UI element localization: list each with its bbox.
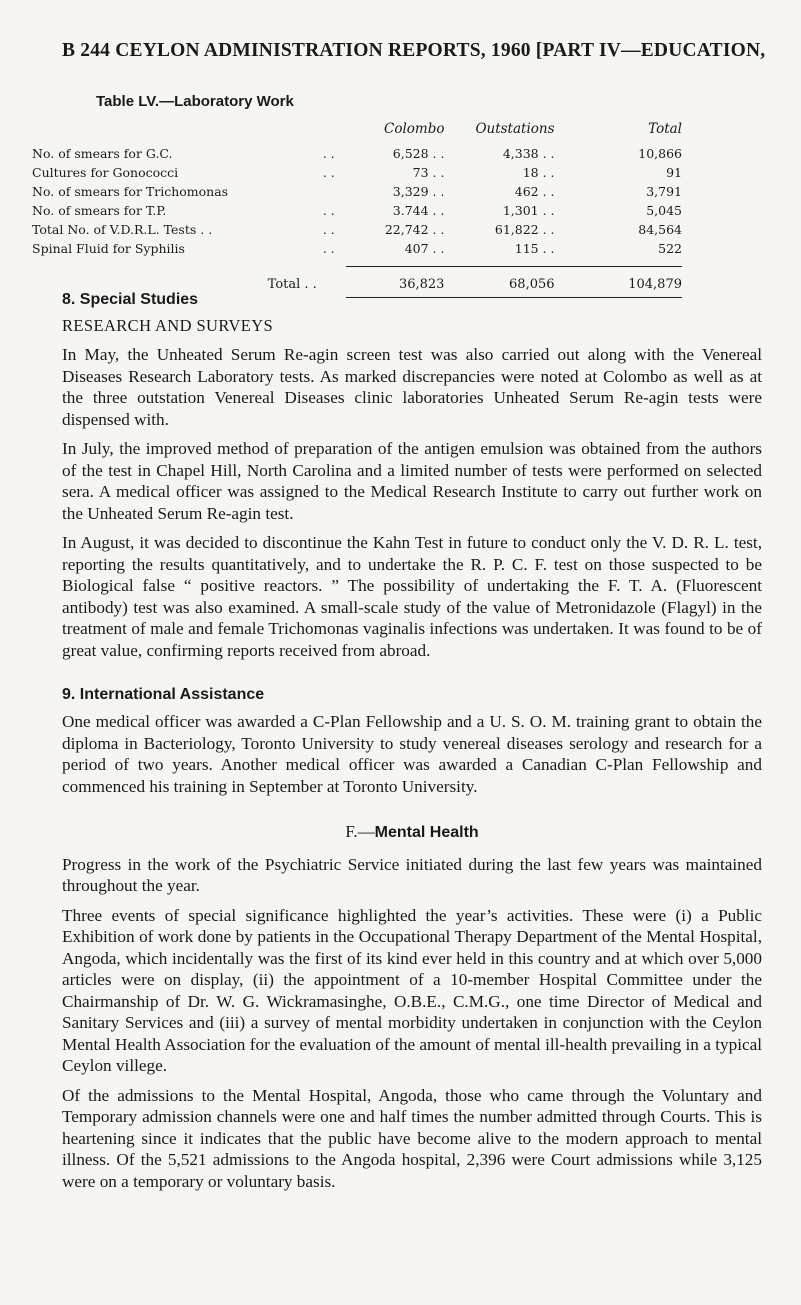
- cell-outstations: 4,338 . .: [502, 146, 555, 161]
- leader-dots: . .: [322, 146, 335, 161]
- leader-dots: . .: [322, 241, 335, 256]
- cell-colombo: 6,528 . .: [392, 146, 445, 161]
- row-label: Spinal Fluid for Syphilis: [32, 241, 185, 256]
- table-row: [32, 201, 682, 220]
- cell-outstations: 18 . .: [522, 165, 555, 180]
- cell-total: 10,866: [638, 146, 682, 161]
- row-label: Total No. of V.D.R.L. Tests . .: [32, 222, 213, 237]
- row-label: No. of smears for G.C.: [32, 146, 173, 161]
- total-total: 104,879: [555, 267, 682, 298]
- table-row: [32, 220, 682, 239]
- column-header-outstations: Outstations: [475, 121, 555, 137]
- paragraph: In May, the Unheated Serum Re-agin screen test was also carried out along with the Venereal Diseases Research Laboratory tests. As marked discrepancies were noted at Colombo as well as at the three outstation Venereal Diseases clinic laboratories Unheated Serum Re-agin tests were dispensed with.: [62, 345, 762, 429]
- cell-total: 84,564: [638, 222, 682, 237]
- total-colombo: 36,823: [346, 267, 444, 298]
- leader-dots: [323, 182, 346, 201]
- paragraph: One medical officer was awarded a C-Plan Fellowship and a U. S. O. M. training grant to obtain the diploma in Bacteriology, Toronto University to study venereal diseases serology and research for a period of two years. Another medical officer was awarded a Canadian C-Plan Fellowship and commenced his training in September at Toronto University.: [62, 712, 762, 796]
- cell-colombo: 407 . .: [404, 241, 445, 256]
- table-row: [32, 144, 682, 163]
- table-row: [32, 163, 682, 182]
- cell-total: 91: [666, 165, 682, 180]
- table-title: Table LV.—Laboratory Work: [96, 93, 294, 110]
- cell-colombo: 22,742 . .: [384, 222, 445, 237]
- leader-dots: . .: [322, 222, 335, 237]
- row-label: No. of smears for Trichomonas: [32, 184, 229, 199]
- cell-colombo: 3.744 . .: [392, 203, 445, 218]
- paragraph: In July, the improved method of preparation of the antigen emulsion was obtained from the authors of the test in Chapel Hill, North Carolina and a limited number of tests were performed on selected sera. A medical officer was assigned to the Medical Research Institute to carry out further work on the Unheated Serum Re-agin test.: [62, 439, 762, 523]
- cell-total: 5,045: [646, 203, 682, 218]
- paragraph: Of the admissions to the Mental Hospital, Angoda, those who came through the Voluntary and Temporary admission channels were one and half times the number admitted through Courts. This is heartening since it indicates that the public have become alive to the modern approach to mental illness. Of the 5,521 admissions to the Angoda hospital, 2,396 were Court admissions while 3,125 were on a temporary or voluntary basis.: [62, 1085, 762, 1191]
- page-header: B 244 CEYLON ADMINISTRATION REPORTS, 1960 [PART IV—EDUCATION,: [62, 40, 766, 61]
- leader-dots: . .: [322, 165, 335, 180]
- paragraph: Three events of special significance highlighted the year’s activities. These were (i) a Public Exhibition of work done by patients in the Occupational Therapy Department of the Mental Hospital, Angoda, which incidentally was the first of its kind ever held in this country and at which over 5,000 articles were on display, (ii) the appointment of a 10-member Hospital Committee under the Chairmanship of Dr. W. G. Wickramasinghe, O.B.E., C.M.G., one time Director of Medical and Sanitary Services and (iii) a survey of mental morbidity undertaken in conjunction with the Ceylon Mental Health Association for the evaluation of the amount of mental ill-health prevailing in a typical Ceylon villege.: [62, 905, 762, 1075]
- cell-total: 3,791: [646, 184, 682, 199]
- table-row: [32, 239, 682, 258]
- paragraph: In August, it was decided to discontinue the Kahn Test in future to conduct only the V. D. R. L. test, reporting the results quantitatively, and to undertake the R. P. C. F. test on those suspected to be Biological false “ positive reactors. ” The possibility of undertaking the F. T. A. (Fluorescent antibody) test was also examined. A small-scale study of the value of Metronidazole (Flagyl) in the treatment of male and female Trichomonas vaginalis infections was undertaken. It was found to be of great value, confirming reports received from abroad.: [62, 533, 762, 660]
- section-f-heading: F.—Mental Health: [345, 822, 479, 841]
- section-9-heading: 9. International Assistance: [62, 686, 265, 703]
- cell-outstations: 115 . .: [514, 241, 555, 256]
- table-row: [32, 182, 682, 201]
- row-label: No. of smears for T.P.: [32, 203, 167, 218]
- column-header-colombo: Colombo: [383, 121, 445, 137]
- laboratory-work-table: [32, 114, 682, 298]
- section-8-heading: 8. Special Studies: [62, 291, 199, 308]
- report-body: [62, 290, 762, 1200]
- cell-outstations: 1,301 . .: [502, 203, 555, 218]
- column-header-total: Total: [648, 121, 682, 137]
- paragraph: Progress in the work of the Psychiatric Service initiated during the last few years was maintained throughout the year.: [62, 854, 762, 895]
- cell-colombo: 73 . .: [412, 165, 445, 180]
- cell-outstations: 61,822 . .: [494, 222, 555, 237]
- table-header-row: [32, 114, 682, 144]
- cell-total: 522: [658, 241, 682, 256]
- cell-outstations: 462 . .: [514, 184, 555, 199]
- row-label: Cultures for Gonococci: [32, 165, 179, 180]
- research-subheading: RESEARCH AND SURVEYS: [62, 316, 274, 335]
- leader-dots: . .: [322, 203, 335, 218]
- total-label: Total . .: [267, 277, 317, 292]
- total-outstations: 68,056: [444, 267, 554, 298]
- cell-colombo: 3,329 . .: [392, 184, 445, 199]
